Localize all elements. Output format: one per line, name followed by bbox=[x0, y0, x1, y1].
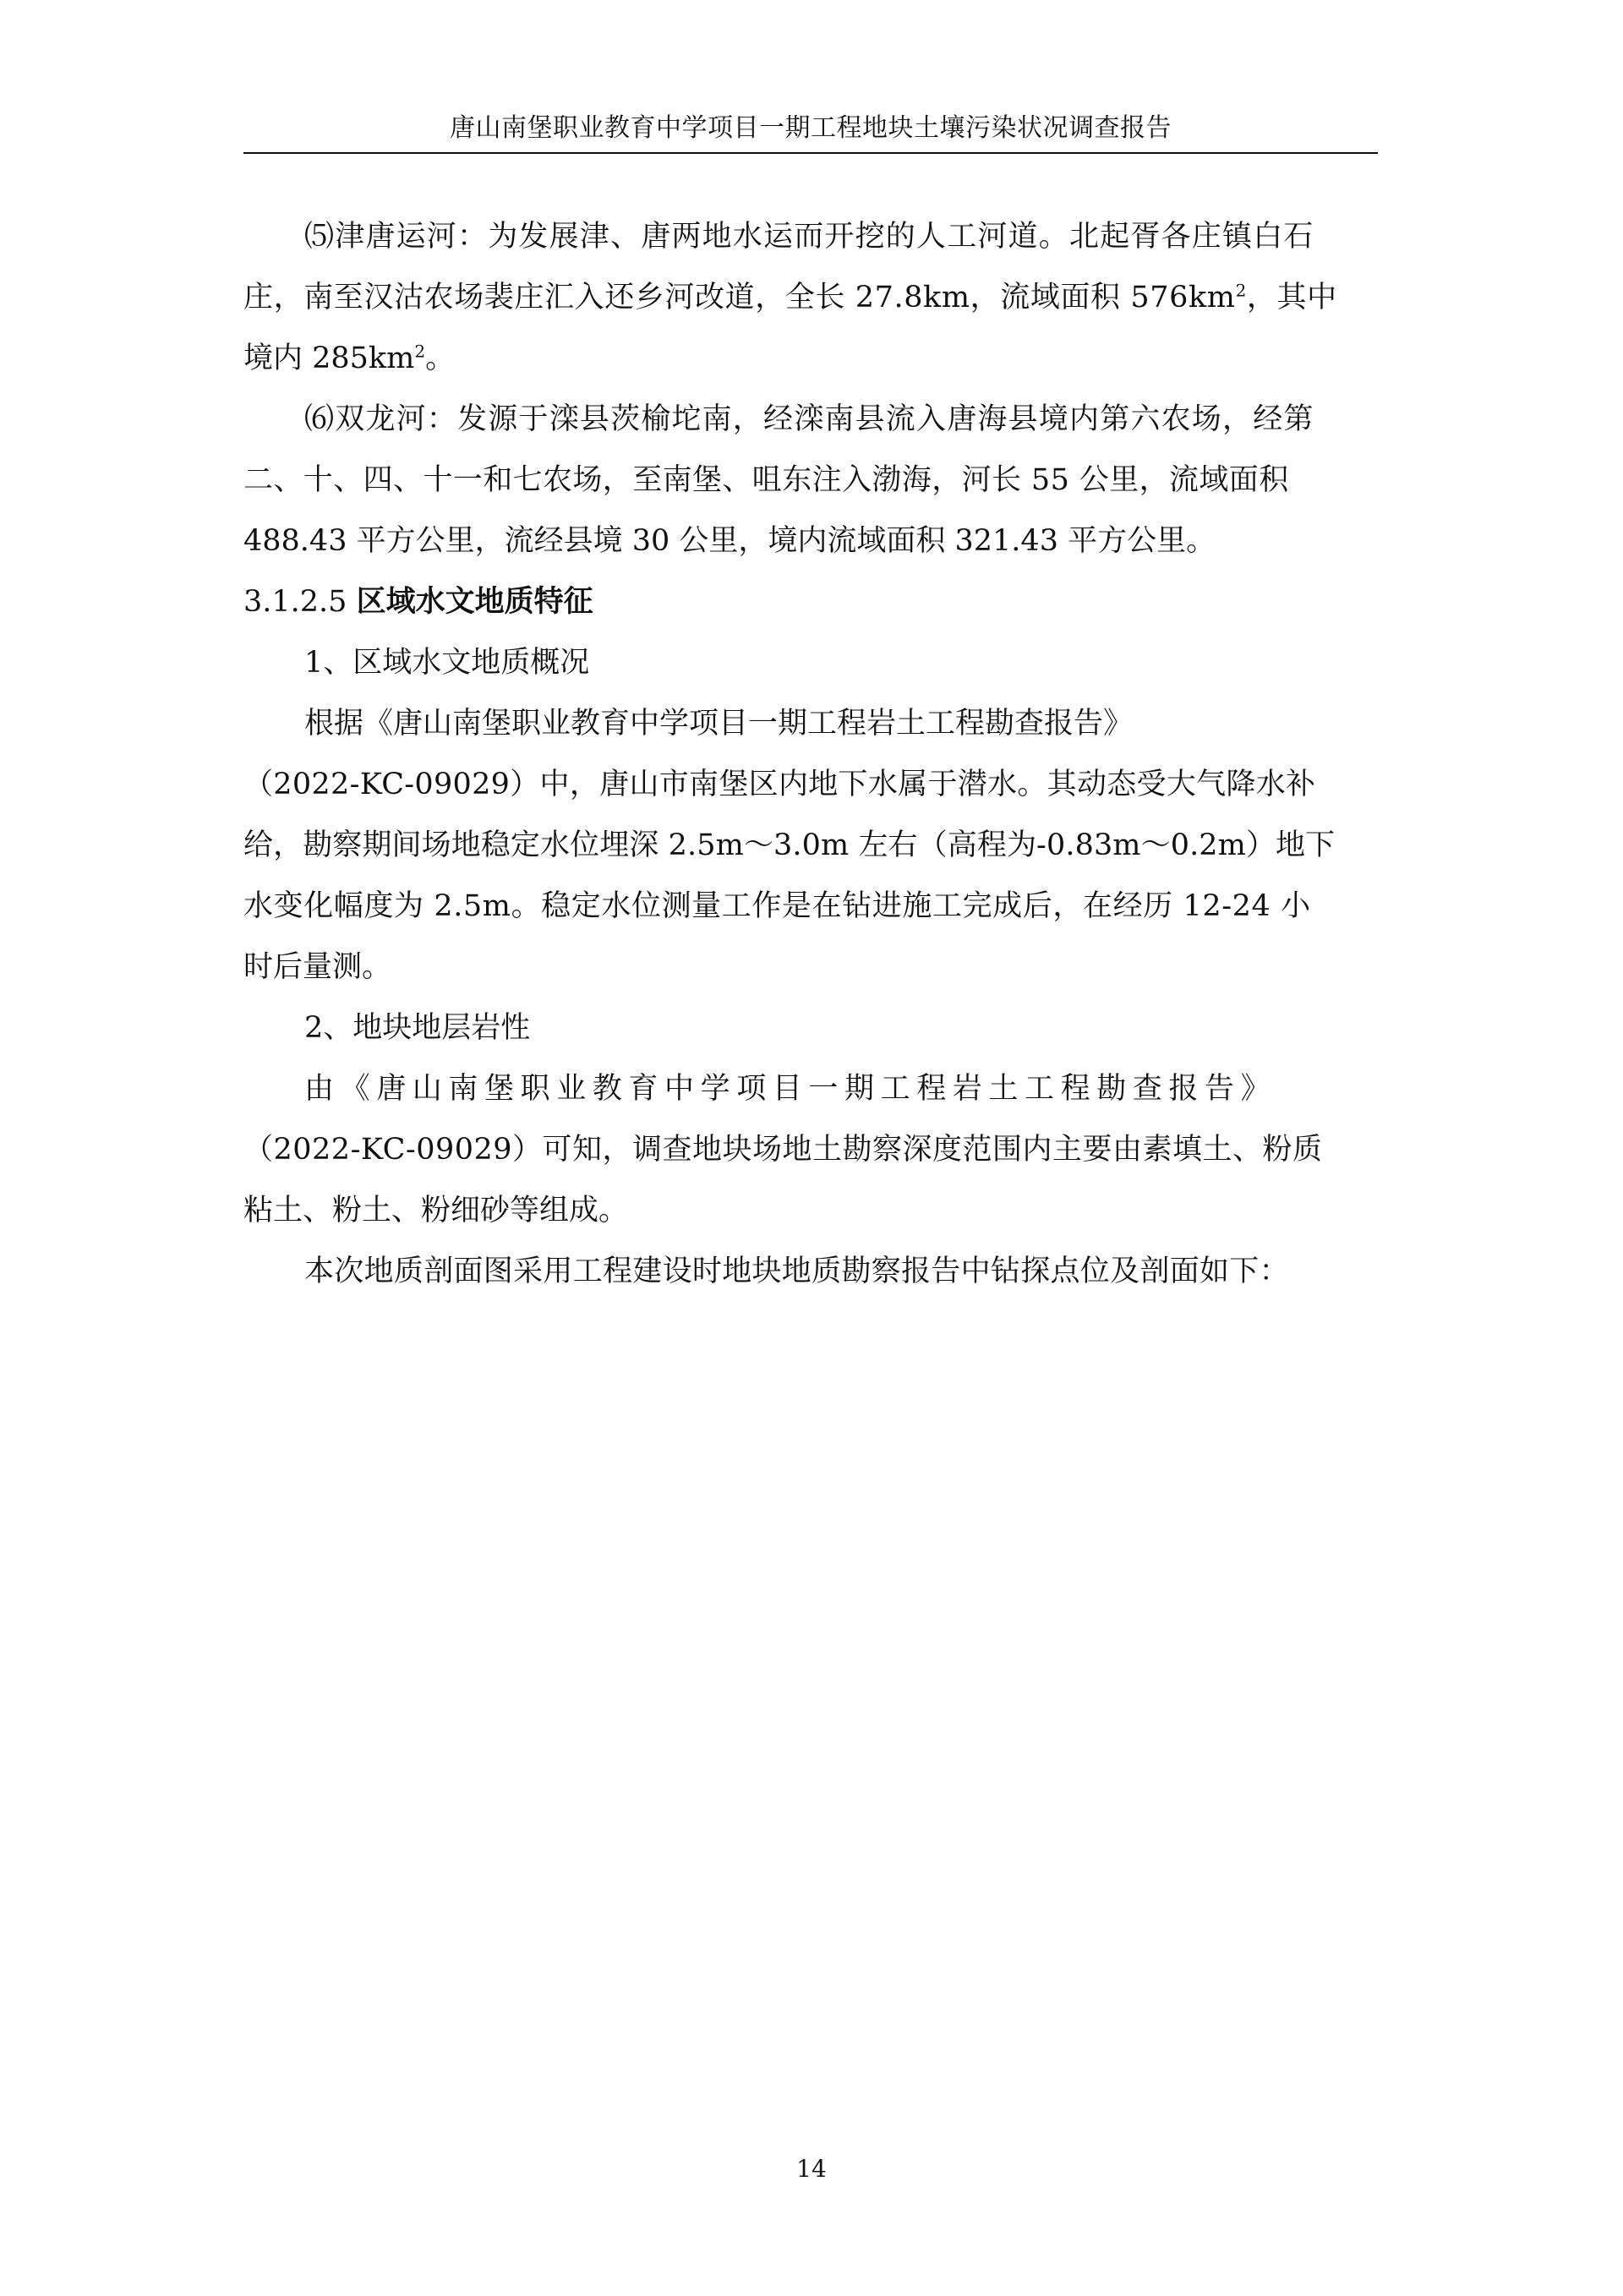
paragraph-line: （2022-KC-09029）中，唐山市南堡区内地下水属于潜水。其动态受大气降水补 bbox=[243, 768, 1316, 801]
paragraph-line: 二、十、四、十一和七农场，至南堡、咀东注入渤海，河长 55 公里，流域面积 bbox=[243, 463, 1289, 497]
paragraph-line bbox=[243, 328, 1378, 389]
text-run: 庄，南至汉沽农场裴庄汇入还乡河改道，全长 27.8km，流域面积 576km bbox=[243, 281, 1236, 314]
superscript: 2 bbox=[1235, 280, 1247, 301]
page-header-title: 唐山南堡职业教育中学项目一期工程地块土壤污染状况调查报告 bbox=[450, 113, 1172, 143]
page-number: 14 bbox=[796, 2155, 827, 2183]
superscript: 2 bbox=[414, 341, 426, 362]
section-heading-line bbox=[243, 571, 1378, 632]
subheading-strata-lithology bbox=[243, 998, 1378, 1058]
paragraph-strata bbox=[243, 1058, 1378, 1241]
paragraph-line: 本次地质剖面图采用工程建设时地块地质勘察报告中钻探点位及剖面如下： bbox=[304, 1255, 1289, 1288]
paragraph-line: 488.43 平方公里，流经县境 30 公里，境内流域面积 321.43 平方公里。 bbox=[243, 524, 1216, 558]
document-body bbox=[243, 206, 1378, 1302]
section-heading bbox=[243, 571, 1378, 632]
paragraph-groundwater bbox=[243, 693, 1378, 998]
header-rule bbox=[243, 152, 1378, 154]
text-run: 。 bbox=[425, 342, 456, 375]
subheading-hydrogeology-overview bbox=[243, 632, 1378, 693]
subheading-line: 2、地块地层岩性 bbox=[304, 1011, 531, 1045]
paragraph-line: ⑹双龙河：发源于滦县茨榆坨南，经滦南县流入唐海县境内第六农场，经第 bbox=[304, 402, 1314, 436]
paragraph-line: 粘土、粉土、粉细砂等组成。 bbox=[243, 1194, 629, 1227]
paragraph-line bbox=[243, 267, 1378, 328]
paragraph-line: 水变化幅度为 2.5m。稳定水位测量工作是在钻进施工完成后，在经历 12-24 小 bbox=[243, 889, 1311, 923]
paragraph-shuanglong-river bbox=[243, 389, 1378, 571]
paragraph-line: （2022-KC-09029）可知，调查地块场地土勘察深度范围内主要由素填土、粉质 bbox=[243, 1133, 1323, 1167]
text-run: 境内 285km bbox=[243, 342, 415, 375]
paragraph-line: 根据《唐山南堡职业教育中学项目一期工程岩土工程勘查报告》 bbox=[304, 707, 1134, 741]
paragraph-line: ⑸津唐运河：为发展津、唐两地水运而开挖的人工河道。北起胥各庄镇白石 bbox=[304, 220, 1314, 254]
text-run: ，其中 bbox=[1246, 281, 1337, 314]
subheading-line: 1、区域水文地质概况 bbox=[304, 646, 590, 680]
paragraph-line: 给，勘察期间场地稳定水位埋深 2.5m～3.0m 左右（高程为-0.83m～0.2m）地下 bbox=[243, 828, 1336, 862]
section-number: 3.1.2.5 bbox=[243, 585, 357, 619]
paragraph-jintang-canal bbox=[243, 206, 1378, 389]
paragraph-profile-intro bbox=[243, 1241, 1378, 1302]
paragraph-line: 由《唐山南堡职业教育中学项目一期工程岩土工程勘查报告》 bbox=[304, 1072, 1277, 1106]
section-title: 区域水文地质特征 bbox=[356, 584, 593, 619]
paragraph-line: 时后量测。 bbox=[243, 950, 392, 984]
